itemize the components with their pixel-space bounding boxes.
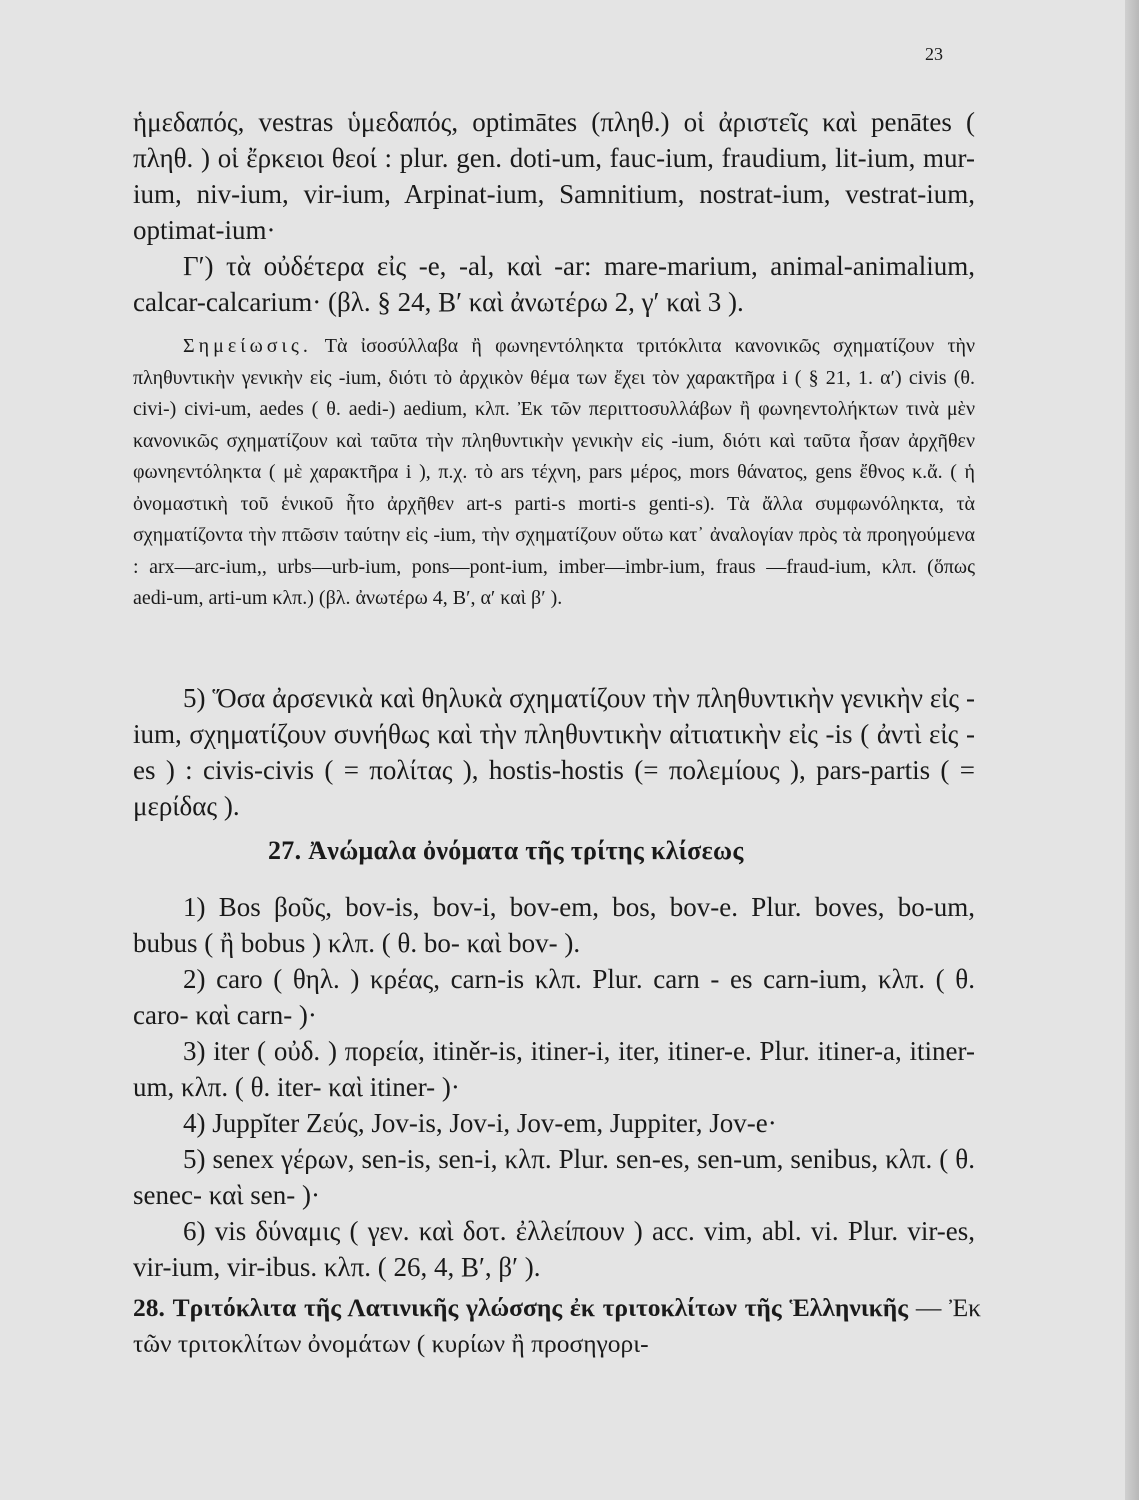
section-28-title: Τριτόκλιτα τῆς Λατινικῆς γλώσσης ἐκ τριτοκλίτων τῆς Ἑλληνικῆς (172, 1293, 909, 1322)
list-item: 3) iter ( οὐδ. ) πορεία, itiněr-is, itiner-i, iter, itiner-e. Plur. itiner-a, itiner-um, κλπ. ( θ. iter- καὶ itiner- )· (133, 1036, 975, 1102)
list-item: 4) Juppĭter Ζεύς, Jov-is, Jov-i, Jov-em, Juppiter, Jov-e· (183, 1108, 777, 1138)
list-item: 6) vis δύναμις ( γεν. καὶ δοτ. ἐλλείπουν ) acc. vim, abl. vi. Plur. vir-es, vir-ium, vir-ibus. κλπ. ( 26, 4, Β′, β′ ). (133, 1216, 975, 1282)
section-28-number: 28. (133, 1293, 165, 1322)
note-text: Τὰ ἰσοσύλλαβα ἢ φωνηεντόληκτα τριτόκλιτα κανονικῶς σχηματίζουν τὴν πληθυντικὴν γενικὴν εἰς -ium, διότι τὸ ἀρχικὸν θέμα των ἔχει τὸν χαρακτῆρα i ( § 21, 1. α′) civis (θ. civi-) civi-um, aedes ( θ. aedi-) aedium, κλπ. Ἐκ τῶν περιττοσυλλάβων ἢ φωνηεντολήκτων τινὰ μὲν κανονικῶς σχηματίζουν καὶ ταῦτα τὴν πληθυντικὴν γενικὴν εἰς -ium, διότι καὶ ταῦτα ἦσαν ἀρχῆθεν φωνηεντόληκτα ( μὲ χαρακτῆρα i ), π.χ. τὸ ars τέχνη, pars μέρος, mors θάνατος, gens ἔθνος κ.ἄ. ( ἡ ὀνομαστικὴ τοῦ ἑνικοῦ ἦτο ἀρχῆθεν art-s parti-s morti-s genti-s). Τὰ ἄλλα συμφωνόληκτα, τὰ σχηματίζοντα τὴν πτῶσιν ταύτην εἰς -ium, τὴν σχηματίζουν οὕτω κατ᾽ ἀναλογίαν πρὸς τὰ προηγούμενα : arx—arc-ium,, urbs—urb-ium, pons—pont-ium, imber—imbr-ium, fraus —fraud-ium, κλπ. (ὅπως aedi-um, arti-um κλπ.) (βλ. ἀνωτέρω 4, Β′, α′ καὶ β′ ). (133, 335, 976, 609)
list-item: 5) senex γέρων, sen-is, sen-i, κλπ. Plur. sen-es, sen-um, senibus, κλπ. ( θ. senec- καὶ sen- )· (133, 1144, 975, 1210)
section-27-title: Ἀνώμαλα ὀνόματα τῆς τρίτης κλίσεως (308, 836, 744, 865)
section-28-text: — Ἐκ τῶν τριτοκλίτων ὀνομάτων ( κυρίων ἢ προσηγορι- (133, 1293, 981, 1358)
section-28 (133, 1290, 981, 1362)
section-27-heading (268, 836, 744, 866)
paragraph-point-5: 5) Ὅσα ἀρσενικὰ καὶ θηλυκὰ σχηματίζουν τὴν πληθυντικὴν γενικὴν εἰς -ium, σχηματίζουν συνήθως καὶ τὴν πληθυντικὴν αἰτιατικὴν εἰς -is ( ἀντὶ εἰς -es ) : civis-civis ( = πολίτας ), hostis-hostis (= πολεμίους ), pars-partis ( = μερίδας ). (133, 683, 975, 821)
paragraph-top (133, 104, 975, 320)
note-label: Σημείωσις. (183, 335, 312, 357)
paragraph-gamma: Γ′) τὰ οὐδέτερα εἰς -e, -al, καὶ -ar: mare-marium, animal-animalium, calcar-calcarium· (βλ. § 24, Β′ καὶ ἀνωτέρω 2, γ′ καὶ 3 ). (133, 251, 975, 317)
page-number: 23 (925, 44, 943, 64)
scan-edge (1125, 0, 1139, 1500)
list-item: 2) caro ( θηλ. ) κρέας, carn-is κλπ. Plur. carn - es carn-ium, κλπ. ( θ. caro- καὶ carn- )· (133, 964, 975, 1030)
list-item: 1) Bos βοῦς, bov-is, bov-i, bov-em, bos, bov-e. Plur. boves, bo-um, bubus ( ἢ bobus ) κλπ. ( θ. bo- καὶ bov- ). (133, 892, 975, 958)
section-27-number: 27. (268, 836, 302, 865)
section-27-list (133, 889, 975, 1285)
paragraph-top-text: ἡμεδαπός, vestras ὑμεδαπός, optimātes (πληθ.) οἱ ἀριστεῖς καὶ penātes ( πληθ. ) οἱ ἔρκειοι θεοί : plur. gen. doti-um, fauc-ium, fraudium, lit-ium, mur-ium, niv-ium, vir-ium, Arpinat-ium, Samnitium, nostrat-ium, vestrat-ium, optimat-ium· (133, 107, 975, 245)
note-block (133, 331, 975, 615)
